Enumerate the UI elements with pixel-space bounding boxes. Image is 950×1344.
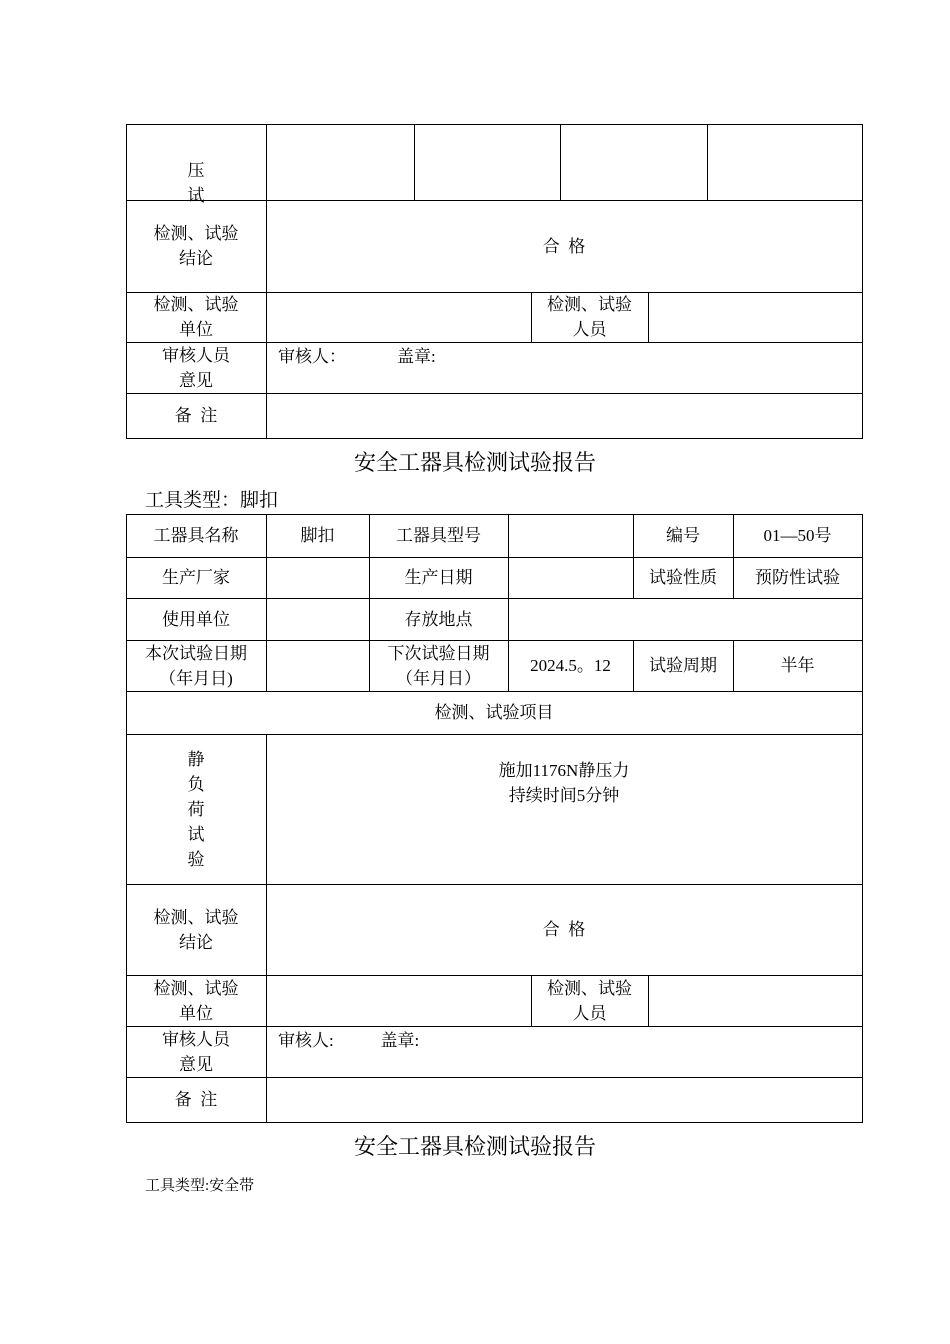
- user-unit-label: 使用单位: [162, 609, 230, 629]
- storage-label: 存放地点: [404, 609, 473, 629]
- model-label: 工器具型号: [396, 526, 481, 545]
- top-remarks-label: 备 注: [174, 406, 218, 425]
- review-label: 审核人员 意见: [162, 1029, 230, 1074]
- test-period-label: 试验周期: [649, 656, 717, 675]
- production-date-value: [508, 557, 633, 598]
- name-value: 脚扣: [300, 526, 335, 545]
- production-date-label: 生产日期: [404, 568, 473, 587]
- test-unit-value: [266, 975, 531, 1026]
- review-value: 审核人: 盖章:: [278, 1031, 420, 1050]
- conclusion-value: 合 格: [542, 920, 586, 939]
- top-review-value: 审核人： 盖章:: [278, 347, 436, 366]
- manufacturer-value: [266, 557, 369, 598]
- top-unit-label: 检测、试验 单位: [153, 295, 239, 339]
- next-test-date-label: 下次试验日期 （年月日）: [387, 643, 490, 688]
- top-conclusion-value: 合 格: [542, 236, 586, 256]
- user-unit-value: [266, 598, 369, 640]
- test-unit-label: 检测、试验 单位: [153, 978, 239, 1023]
- top-personnel-label: 检测、试验 人员: [547, 295, 632, 339]
- remarks-value: [266, 1077, 862, 1122]
- test-personnel-label: 检测、试验 人员: [547, 978, 632, 1023]
- storage-value: [508, 598, 862, 640]
- test-nature-label: 试验性质: [649, 568, 717, 587]
- next-test-date-value: 2024.5。12: [530, 656, 611, 675]
- this-test-date-value: [266, 640, 369, 691]
- manufacturer-label: 生产厂家: [162, 568, 230, 587]
- test-personnel-value: [648, 975, 862, 1026]
- test-period-value: 半年: [780, 656, 815, 675]
- conclusion-label: 检测、试验 结论: [153, 907, 239, 952]
- test-items-header: 检测、试验项目: [434, 703, 554, 722]
- report-title: 安全工器具检测试验报告: [353, 451, 596, 476]
- top-conclusion-label: 检测、试验 结论: [153, 224, 239, 268]
- number-label: 编号: [666, 526, 700, 545]
- static-load-test-description: 施加1176N静压力 持续时间5分钟: [498, 761, 630, 805]
- test-nature-value: 预防性试验: [755, 568, 840, 587]
- static-load-test-label: 静 负 荷 试 验: [187, 749, 205, 869]
- number-value: 01—50号: [763, 526, 832, 545]
- report-title-2: 安全工器具检测试验报告: [353, 1135, 596, 1160]
- this-test-date-label: 本次试验日期 （年月日): [145, 643, 247, 688]
- remarks-label: 备 注: [174, 1090, 218, 1109]
- pressure-test-label: 压 试: [187, 161, 205, 205]
- name-label: 工器具名称: [153, 526, 239, 545]
- tool-type-2: 工具类型:安全带: [145, 1178, 255, 1194]
- top-review-label: 审核人员 意见: [162, 345, 230, 390]
- model-value: [508, 514, 633, 557]
- tool-type: 工具类型：脚扣: [145, 490, 279, 511]
